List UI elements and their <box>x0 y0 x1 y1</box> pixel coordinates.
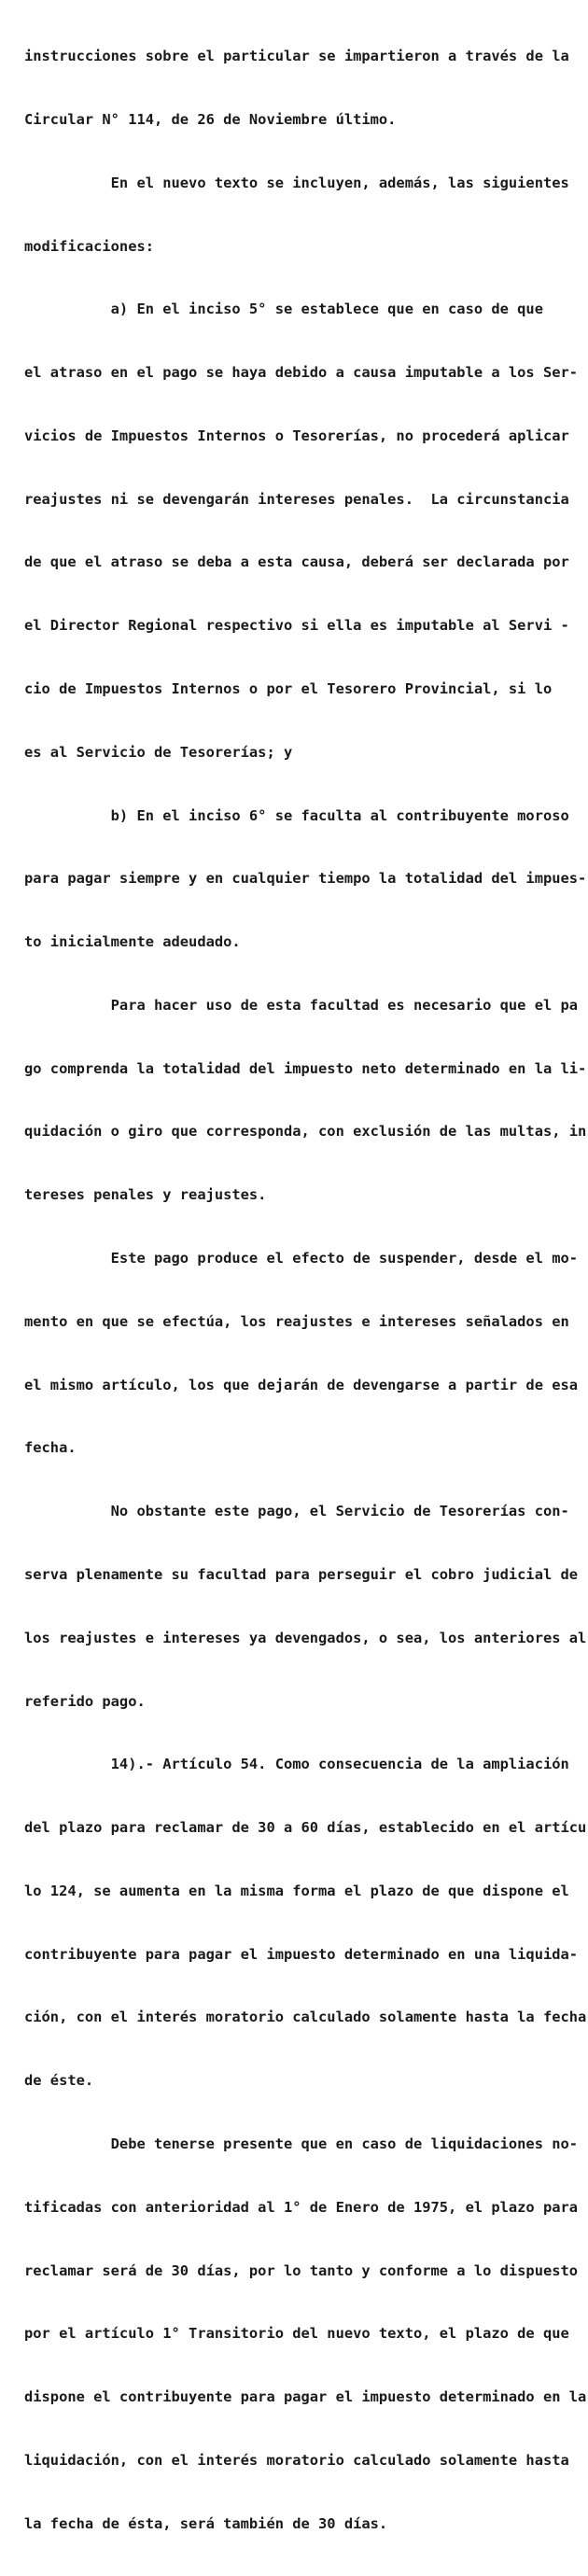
text-line: mento en que se efectúa, los reajustes e intereses señalados en <box>24 1312 569 1330</box>
text-line: tificadas con anterioridad al 1° de Enero de 1975, el plazo para <box>24 2198 579 2216</box>
text-line: dispone el contribuyente para pagar el impuesto determinado en la <box>24 2388 587 2406</box>
text-line: quidación o giro que corresponda, con exclusión de las multas, in <box>24 1123 587 1141</box>
text-line: el mismo artículo, los que dejarán de devengarse a partir de esa <box>24 1376 579 1393</box>
text-line: para pagar siempre y en cualquier tiempo la totalidad del impues- <box>24 870 587 888</box>
text-line: Circular N° 114, de 26 de Noviembre último. <box>24 110 397 128</box>
text-line: por el artículo 1° Transitorio del nuevo texto, el plazo de que <box>24 2325 569 2343</box>
text-line: tereses penales y reajustes. <box>24 1186 267 1204</box>
text-line: modificaciones: <box>24 237 154 255</box>
text-line: contribuyente para pagar el impuesto determinado en una liquida- <box>24 1945 579 1963</box>
text-line: to inicialmente adeudado. <box>24 933 241 951</box>
text-line: la fecha de ésta, será también de 30 días. <box>24 2514 388 2532</box>
text-line: de que el atraso se deba a esta causa, deberá ser declarada por <box>24 553 569 571</box>
text-line: los reajustes e intereses ya devengados, o sea, los anteriores al <box>24 1629 587 1646</box>
text-line: es al Servicio de Tesorerías; y <box>24 743 293 761</box>
text-line: el atraso en el pago se haya debido a causa imputable a los Ser- <box>24 364 579 382</box>
text-line: reajustes ni se devengarán intereses penales. La circunstancia <box>24 490 569 508</box>
text-line: vicios de Impuestos Internos o Tesorerías, no procederá aplicar <box>24 427 569 444</box>
text-line: b) En el inciso 6° se faculta al contribuyente moroso <box>24 806 569 824</box>
text-line: En el nuevo texto se incluyen, además, las siguientes <box>24 174 569 191</box>
document-body <box>24 4 587 2576</box>
text-line: Este pago produce el efecto de suspender, desde el mo- <box>24 1250 579 1267</box>
text-line: 14).- Artículo 54. Como consecuencia de la ampliación <box>24 1756 569 1773</box>
text-line: No obstante este pago, el Servicio de Tesorerías con- <box>24 1503 569 1520</box>
text-line: liquidación, con el interés moratorio calculado solamente hasta <box>24 2451 569 2469</box>
text-line: ción, con el interés moratorio calculado solamente hasta la fecha <box>24 2009 587 2026</box>
text-line: de éste. <box>24 2072 94 2090</box>
text-line: go comprenda la totalidad del impuesto neto determinado en la li- <box>24 1059 587 1077</box>
text-line: del plazo para reclamar de 30 a 60 días, establecido en el artícu <box>24 1819 587 1837</box>
text-line: reclamar será de 30 días, por lo tanto y conforme a lo dispuesto <box>24 2261 579 2279</box>
text-line: lo 124, se aumenta en la misma forma el plazo de que dispone el <box>24 1882 569 1899</box>
text-line: el Director Regional respectivo si ella es imputable al Servi - <box>24 617 569 635</box>
text-line: Debe tenerse presente que en caso de liquidaciones no- <box>24 2135 579 2152</box>
text-line: serva plenamente su facultad para perseguir el cobro judicial de <box>24 1565 579 1583</box>
text-line: instrucciones sobre el particular se impartieron a través de la <box>24 48 569 65</box>
text-line: cio de Impuestos Internos o por el Tesorero Provincial, si lo <box>24 680 553 697</box>
text-line: referido pago. <box>24 1692 146 1710</box>
text-line: a) En el inciso 5° se establece que en caso de que <box>24 301 543 318</box>
text-line: fecha. <box>24 1439 77 1457</box>
text-line: Para hacer uso de esta facultad es necesario que el pa <box>24 996 579 1014</box>
